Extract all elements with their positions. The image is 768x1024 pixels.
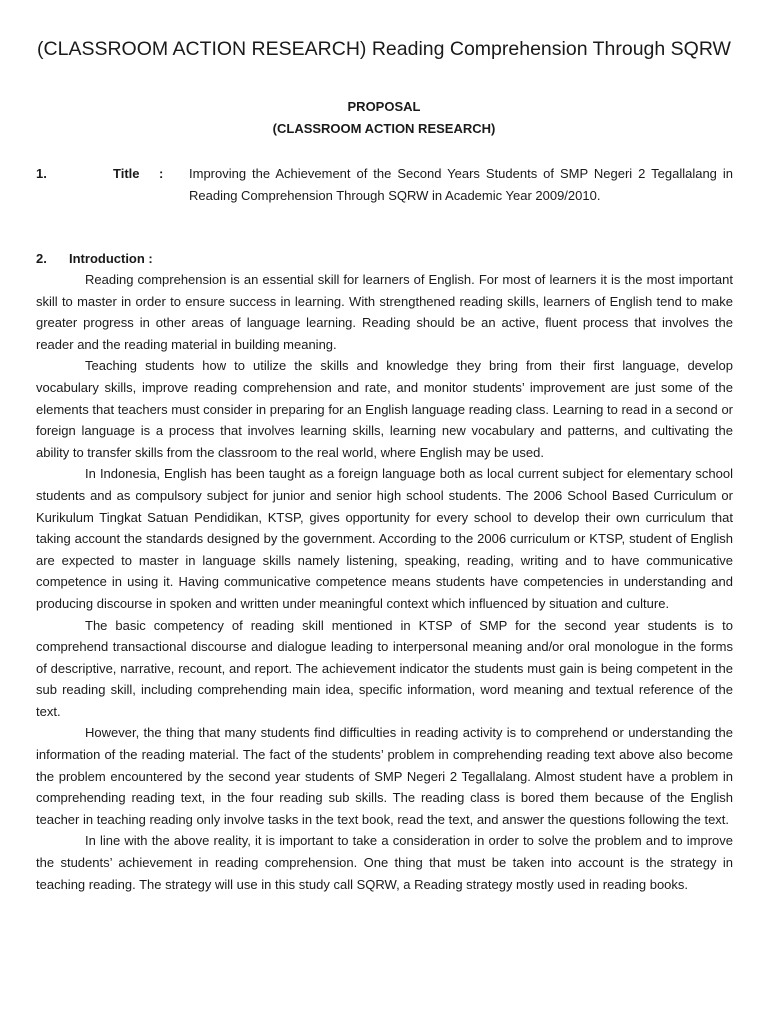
paragraph: Teaching students how to utilize the skills and knowledge they bring from their first language, develop vocabulary skills, improve reading comprehension and rate, and monitor students’ improvement are just some of the elements that teachers must consider in preparing for an English language reading class. Learning to read in a second or foreign language is a process that involves learning skills, learning new vocabulary and patterns, and cultivating the ability to transfer skills from the classroom to the real world, where English may be used. [36,358,733,460]
paragraph: In Indonesia, English has been taught as a foreign language both as local current subject for elementary school students and as compulsory subject for junior and senior high school students. The 2006 School Based Curriculum or Kurikulum Tingkat Satuan Pendidikan, KTSP, gives opportunity for every school to develop their own curriculum that taking account the standards designed by the government. According to the 2006 curriculum or KTSP, student of English are expected to master in language skills namely listening, speaking, reading, writing and to have communicative competence in using it. Having communicative competence means students have competencies in understanding and producing discourse in spoken and written under meaningful context which influenced by situation and culture. [36,466,733,611]
proposal-heading: PROPOSAL [347,99,421,114]
section-1-value-block [159,163,733,206]
section-1-colon: : [159,166,164,181]
section-1-value: Improving the Achievement of the Second Years Students of SMP Negeri 2 Tegallalang in Reading Comprehension Through SQRW in Academic Year 2009/2010. [189,166,733,203]
paragraph: Reading comprehension is an essential skill for learners of English. For most of learners it is the most important skill to master in order to ensure success in learning. With strengthened reading skills, learners of English tend to make greater progress in other areas of language learning. Reading should be an active, fluent process that involves the reader and the reading material in building meaning. [36,272,733,352]
document-title: (CLASSROOM ACTION RESEARCH) Reading Comprehension Through SQRW [37,38,731,60]
paragraph: However, the thing that many students find difficulties in reading activity is to comprehend or understanding the information of the reading material. The fact of the students’ problem in comprehending reading text above also become the problem encountered by the second year students of SMP Negeri 2 Tegallalang. Almost student have a problem in comprehending reading text, in the four reading sub skills. The reading class is bored them because of the English teacher in teaching reading only involve tasks in the text book, read the text, and answer the questions following the text. [36,725,733,827]
section-1-number: 1. [36,166,47,181]
paragraph: In line with the above reality, it is important to take a consideration in order to solve the problem and to improve the students’ achievement in reading comprehension. One thing that must be taken into account is the strategy in teaching reading. The strategy will use in this study call SQRW, a Reading strategy mostly used in reading books. [36,833,733,892]
proposal-subheading: (CLASSROOM ACTION RESEARCH) [272,121,496,136]
section-2-label: Introduction : [69,251,153,266]
section-1-label: Title [113,166,140,181]
paragraph: The basic competency of reading skill mentioned in KTSP of SMP for the second year students is to comprehend transactional discourse and dialogue leading to interpersonal meaning and/or oral monologue in the forms of descriptive, narrative, recount, and report. The achievement indicator the students must gain is being competent in the sub reading skill, including comprehending main idea, specific information, word meaning and textual reference of the text. [36,617,733,719]
section-2-number: 2. [36,251,47,266]
introduction-body [36,269,733,895]
